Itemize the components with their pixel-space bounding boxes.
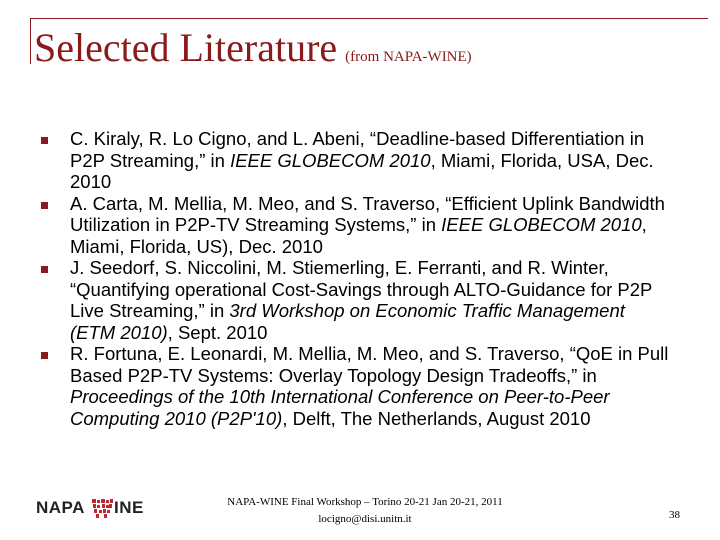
reference-authors-title: R. Fortuna, E. Leonardi, M. Mellia, M. Meo, and S. Traverso, “QoE in Pull Based P2P-TV Systems: Overlay Topology Design Tradeoffs,” in — [70, 343, 669, 386]
reference-item — [40, 128, 670, 193]
footer-info — [200, 494, 530, 528]
square-bullet-icon — [41, 137, 48, 144]
footer-event-line: NAPA-WINE Final Workshop – Torino 20-21 Jan 20-21, 2011 — [227, 496, 503, 508]
reference-text — [70, 343, 670, 429]
reference-text — [70, 257, 670, 343]
square-bullet-icon — [41, 352, 48, 359]
title-main: Selected Literature — [34, 25, 338, 70]
reference-venue: 3rd Workshop on Economic Traffic Management (ETM 2010) — [70, 300, 625, 343]
logo-text-napa: NAPA — [36, 498, 85, 517]
slide-title — [34, 24, 472, 71]
reference-venue: Proceedings of the 10th International Conference on Peer-to-Peer Computing 2010 (P2P'10) — [70, 386, 610, 429]
title-subtitle: (from NAPA-WINE) — [345, 49, 472, 65]
reference-venue: IEEE GLOBECOM 2010 — [230, 149, 431, 171]
footer-email: locigno@disi.unitn.it — [318, 513, 412, 525]
reference-item — [40, 193, 670, 258]
logo-text-ine: INE — [114, 498, 144, 517]
title-frame-left-line — [30, 18, 31, 64]
reference-list — [40, 128, 670, 429]
title-frame-top-line — [30, 18, 708, 19]
reference-authors-title: J. Seedorf, S. Niccolini, M. Stiemerling, E. Ferranti, and R. Winter, “Quantifying operational Cost-Savings through ALTO-Guidance for P2P Live Streaming,” in — [70, 257, 653, 321]
reference-venue: IEEE GLOBECOM 2010 — [441, 214, 642, 235]
reference-details: , Sept. 2010 — [167, 321, 268, 343]
reference-text — [70, 128, 670, 193]
napa-wine-logo — [36, 496, 156, 520]
reference-authors-title: A. Carta, M. Mellia, M. Meo, and S. Traverso, “Efficient Uplink Bandwidth Utilization in P2P-TV Streaming Systems,” in — [70, 192, 665, 235]
reference-item — [40, 343, 670, 429]
page-number: 38 — [669, 509, 680, 521]
reference-authors-title: C. Kiraly, R. Lo Cigno, and L. Abeni, “Deadline-based Differentiation in P2P Streaming,” in — [70, 128, 645, 171]
reference-text — [70, 193, 670, 258]
reference-details: , Delft, The Netherlands, August 2010 — [282, 407, 591, 429]
square-bullet-icon — [41, 202, 48, 209]
napa-wine-w-logo-icon — [91, 497, 113, 519]
reference-item — [40, 257, 670, 343]
reference-details: , Miami, Florida, USA, Dec. 2010 — [70, 149, 654, 192]
reference-details: , Miami, Florida, US), Dec. 2010 — [70, 214, 647, 257]
square-bullet-icon — [41, 266, 48, 273]
